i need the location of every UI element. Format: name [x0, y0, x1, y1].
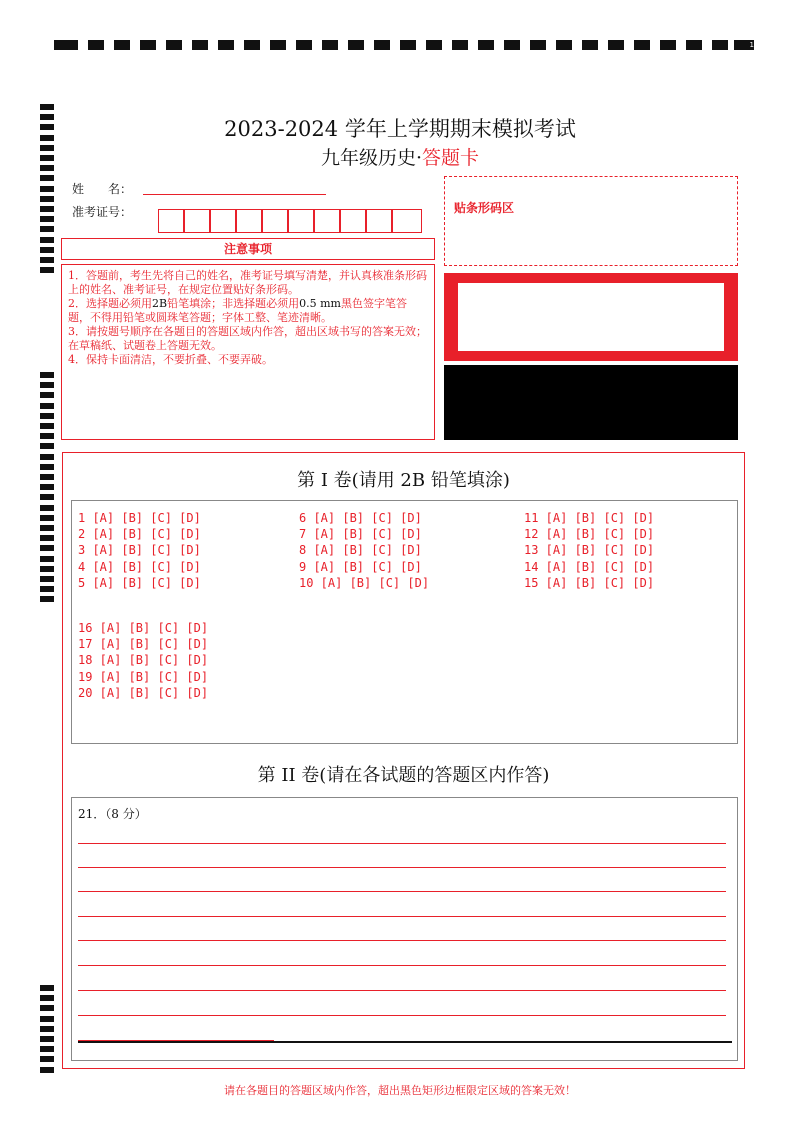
mcq-question-3[interactable]: 3 [A] [B] [C] [D]: [78, 543, 201, 557]
notice-item-2: 2．选择题必须用2B铅笔填涂；非选择题必须用0.5 mm黑色签字笔答题，不得用铅笔或圆珠笔答题；字体工整、笔迹清晰。: [68, 297, 407, 324]
mcq-question-8[interactable]: 8 [A] [B] [C] [D]: [299, 543, 422, 557]
exam-title: 2023-2024 学年上学期期末模拟考试: [224, 117, 576, 141]
mcq-question-7[interactable]: 7 [A] [B] [C] [D]: [299, 527, 422, 541]
barcode-label: 贴条形码区: [454, 201, 515, 215]
notice-item-1: 1．答题前，考生先将自己的姓名，准考证号填写清楚，并认真核准条形码上的姓名、准考证号，在规定位置贴好条形码。: [68, 269, 427, 296]
section1-title: 第 I 卷(请用 2B 铅笔填涂): [297, 470, 510, 491]
barcode-area: [444, 176, 738, 266]
mcq-question-5[interactable]: 5 [A] [B] [C] [D]: [78, 576, 201, 590]
question-21-label: 21．（8 分）: [78, 807, 147, 821]
notice-item-4: 4．保持卡面清洁，不要折叠、不要弄破。: [68, 353, 273, 366]
notice-box: [61, 264, 435, 440]
mcq-question-10[interactable]: 10 [A] [B] [C] [D]: [299, 576, 430, 590]
mcq-question-4[interactable]: 4 [A] [B] [C] [D]: [78, 560, 201, 574]
red-frame-block: [444, 273, 738, 361]
mcq-question-6[interactable]: 6 [A] [B] [C] [D]: [299, 511, 422, 525]
mcq-question-18[interactable]: 18 [A] [B] [C] [D]: [78, 653, 209, 667]
name-label: 姓 名：: [72, 182, 133, 196]
subtitle-red: 答题卡: [422, 147, 480, 169]
mcq-question-12[interactable]: 12 [A] [B] [C] [D]: [524, 527, 655, 541]
footer-note: 请在各题目的答题区域内作答，超出黑色矩形边框限定区域的答案无效！: [224, 1084, 576, 1097]
mcq-question-13[interactable]: 13 [A] [B] [C] [D]: [524, 543, 655, 557]
mcq-question-19[interactable]: 19 [A] [B] [C] [D]: [78, 670, 209, 684]
mcq-question-14[interactable]: 14 [A] [B] [C] [D]: [524, 560, 655, 574]
notice-heading: 注意事项: [61, 238, 435, 260]
name-field[interactable]: [143, 194, 326, 195]
page-number: 1: [734, 40, 754, 50]
mcq-question-1[interactable]: 1 [A] [B] [C] [D]: [78, 511, 201, 525]
mcq-question-17[interactable]: 17 [A] [B] [C] [D]: [78, 637, 209, 651]
exam-subtitle: [0, 143, 800, 170]
mcq-question-2[interactable]: 2 [A] [B] [C] [D]: [78, 527, 201, 541]
mcq-question-9[interactable]: 9 [A] [B] [C] [D]: [299, 560, 422, 574]
mcq-question-20[interactable]: 20 [A] [B] [C] [D]: [78, 686, 209, 700]
subtitle-main: 九年级历史·: [320, 147, 423, 169]
section2-title: 第 II 卷(请在各试题的答题区内作答): [257, 765, 550, 786]
mcq-question-16[interactable]: 16 [A] [B] [C] [D]: [78, 621, 209, 635]
mcq-question-15[interactable]: 15 [A] [B] [C] [D]: [524, 576, 655, 590]
id-label: 准考证号：: [72, 205, 133, 219]
black-block: [444, 365, 738, 440]
mcq-question-11[interactable]: 11 [A] [B] [C] [D]: [524, 511, 655, 525]
notice-item-3: 3．请按题号顺序在各题目的答题区域内作答，超出区域书写的答案无效；在草稿纸、试题卷上答题无效。: [68, 325, 427, 352]
essay-box: [71, 797, 738, 1061]
